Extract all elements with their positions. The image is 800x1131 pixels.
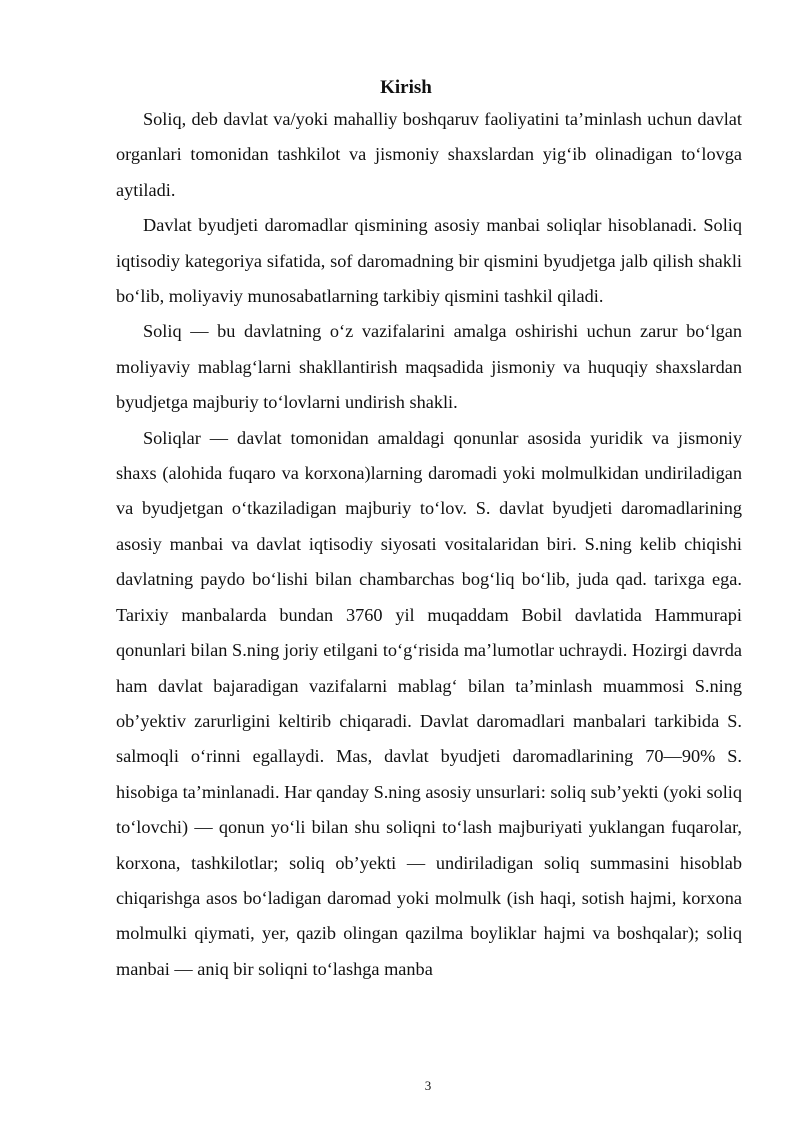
paragraph-3: Soliq — bu davlatning o‘z vazifalarini amalga oshirishi uchun zarur bo‘lgan moliyaviy mablag‘larni shakllantirish maqsadida jismoniy va huquqiy shaxslardan byudjetga majburiy to‘lovlarni undirish shakli.	[116, 321, 742, 413]
paragraph-1: Soliq, deb davlat va/yoki mahalliy boshqaruv faoliyatini ta’minlash uchun davlat organlari tomonidan tashkilot va jismoniy shaxslardan yig‘ib olinadigan to‘lovga aytiladi.	[116, 109, 742, 200]
page-number: 3	[424, 1078, 432, 1093]
paragraph-2: Davlat byudjeti daromadlar qismining asosiy manbai soliqlar hisoblanadi. Soliq iqtisodiy kategoriya sifatida, sof daromadning bir qismini byudjetga jalb qilish shakli bo‘lib, moliyaviy munosabatlarning tarkibiy qismini tashkil qiladi.	[116, 215, 742, 307]
paragraph-4: Soliqlar — davlat tomonidan amaldagi qonunlar asosida yuridik va jismoniy shaxs (alohida fuqaro va korxona)larning daromadi yoki molmulkidan undiriladigan va byudjetgan o‘tkaziladigan majburiy to‘lov. S. davlat byudjeti daromadlarining asosiy manbai va davlat iqtisodiy siyosati vositalaridan biri. S.ning kelib chiqishi davlatning paydo bo‘lishi bilan chambarchas bog‘liq bo‘lib, juda qad. tarixga ega. Tarixiy manbalarda bundan 3760 yil muqaddam Bobil davlatida Hammurapi qonunlari bilan S.ning joriy etilgani to‘g‘risida ma’lumotlar uchraydi. Hozirgi davrda ham davlat bajaradigan vazifalarni mablag‘ bilan ta’minlash muammosi S.ning ob’yektiv zarurligini keltirib chiqaradi. Davlat daromadlari manbalari tarkibida S. salmoqli o‘rinni egallaydi. Mas, davlat byudjeti daromadlarining 70—90% S. hisobiga ta’minlanadi. Har qanday S.ning asosiy unsurlari: soliq sub’yekti (yoki soliq to‘lovchi) — qonun yo‘li bilan shu soliqni to‘lash majburiyati yuklangan fuqarolar, korxona, tashkilotlar; soliq ob’yekti — undiriladigan soliq summasini hisoblab chiqarishga asos bo‘ladigan daromad yoki molmulk (ish haqi, sotish hajmi, korxona molmulki qiymati, yer, qazib olingan qazilma boyliklar hajmi va boshqalar); soliq manbai — aniq bir soliqni to‘lashga manba	[116, 427, 742, 979]
section-title: Kirish	[380, 77, 432, 98]
body-text	[116, 102, 742, 987]
